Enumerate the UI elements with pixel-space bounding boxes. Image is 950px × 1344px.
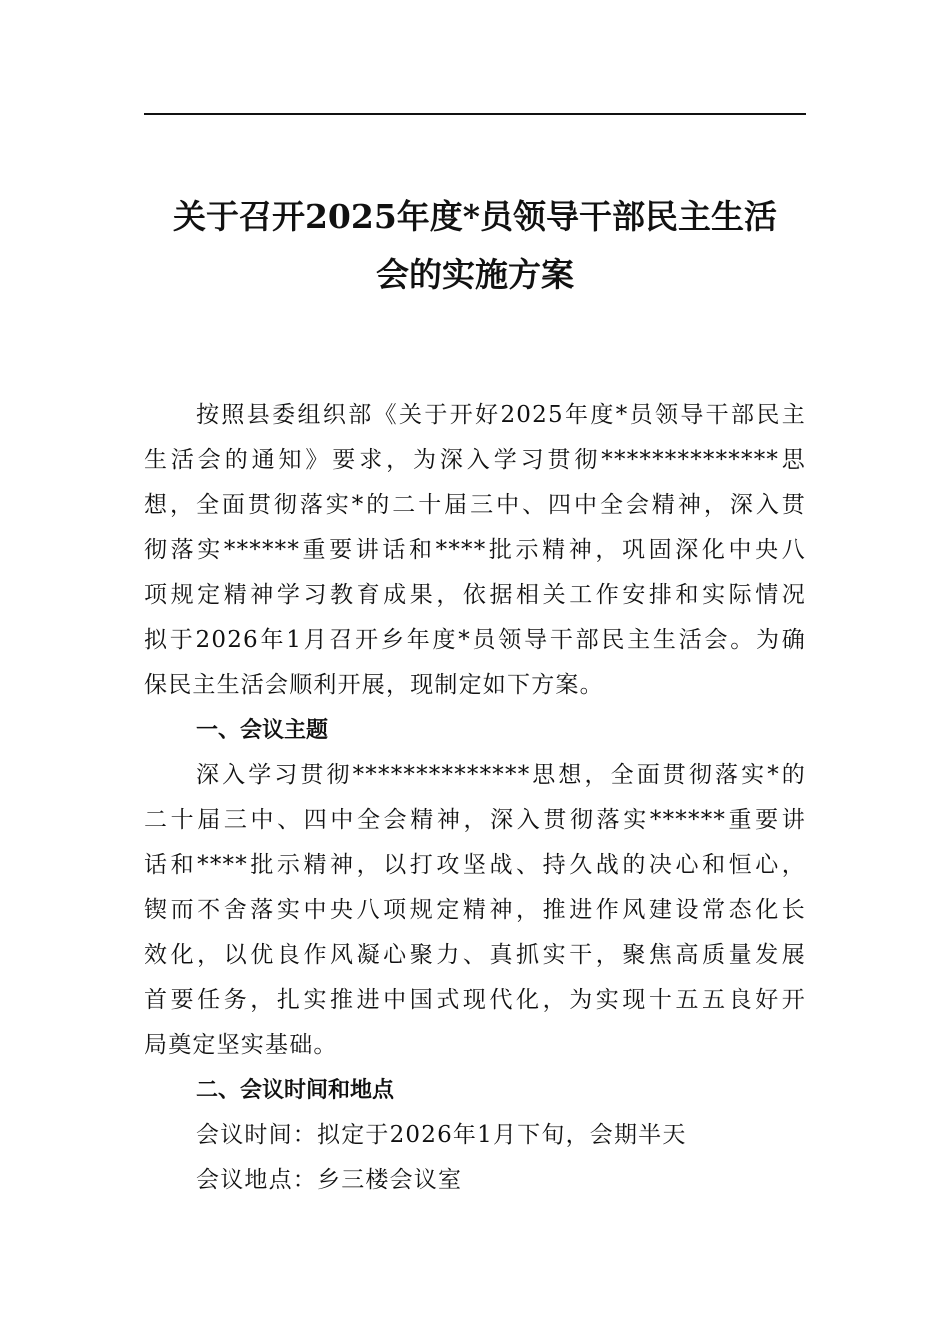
theme-line: 深入学习贯彻**************思想，全面贯彻落实*的	[196, 762, 806, 788]
document-title	[144, 188, 806, 304]
section-heading-theme: 一、会议主题	[196, 718, 329, 743]
theme-line: 话和****批示精神，以打攻坚战、持久战的决心和恒心，	[144, 852, 806, 878]
intro-line: 按照县委组织部《关于开好2025年度*员领导干部民主	[196, 402, 806, 428]
section-heading-time-place: 二、会议时间和地点	[196, 1078, 395, 1103]
document-body	[144, 393, 806, 1203]
theme-line: 效化，以优良作风凝心聚力、真抓实干，聚焦高质量发展	[144, 942, 806, 968]
intro-line: 彻落实******重要讲话和****批示精神，巩固深化中央八	[144, 537, 806, 563]
intro-paragraph	[144, 393, 806, 708]
meeting-time: 会议时间：拟定于2026年1月下旬，会期半天	[196, 1122, 687, 1148]
title-line-2: 会的实施方案	[376, 255, 574, 294]
intro-line: 项规定精神学习教育成果，依据相关工作安排和实际情况	[144, 582, 806, 608]
meeting-place: 会议地点：乡三楼会议室	[196, 1167, 463, 1193]
theme-paragraph	[144, 753, 806, 1068]
theme-line: 锲而不舍落实中央八项规定精神，推进作风建设常态化长	[144, 897, 806, 923]
intro-line: 保民主生活会顺利开展，现制定如下方案。	[144, 672, 604, 698]
theme-line: 局奠定坚实基础。	[144, 1032, 338, 1058]
theme-line: 二十届三中、四中全会精神，深入贯彻落实******重要讲	[144, 807, 806, 833]
intro-line: 拟于2026年1月召开乡年度*员领导干部民主生活会。为确	[144, 627, 806, 653]
intro-line: 生活会的通知》要求，为深入学习贯彻**************思	[144, 447, 806, 473]
title-line-1: 关于召开2025年度*员领导干部民主生活	[172, 197, 778, 236]
intro-line: 想，全面贯彻落实*的二十届三中、四中全会精神，深入贯	[144, 492, 806, 518]
theme-line: 首要任务，扎实推进中国式现代化，为实现十五五良好开	[144, 987, 806, 1013]
header-rule	[144, 113, 806, 115]
